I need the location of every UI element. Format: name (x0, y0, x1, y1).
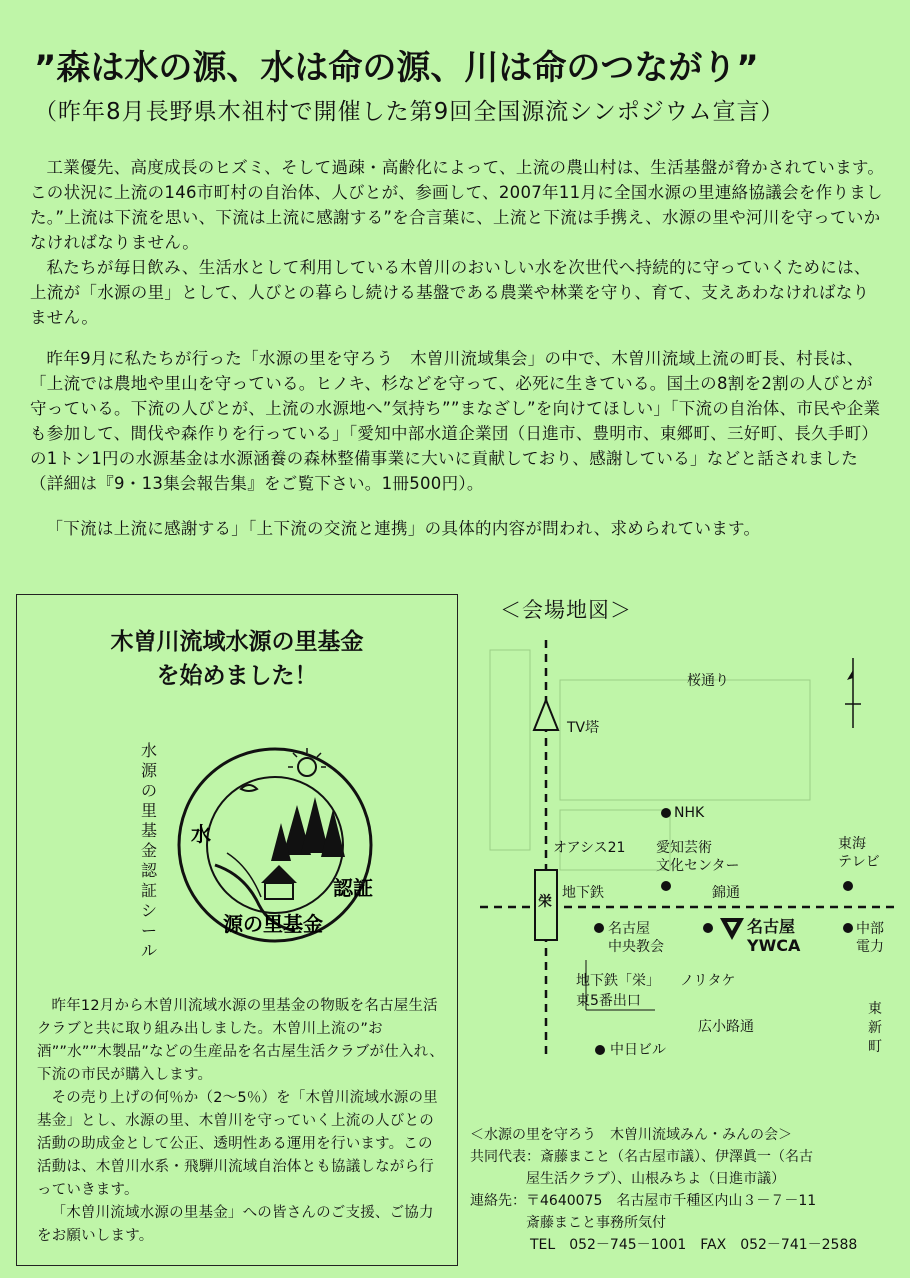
intro-paragraph-3: 昨年9月に私たちが行った「水源の里を守ろう 木曽川流域集会」の中で、木曽川流域上流の町長、村長は、「上流では農地や里山を守っている。ヒノキ、杉などを守って、必死に生きている。国土の8割を2割の人びとが守っている。下流の人びとが、上流の水源地へ”気持ち””まなざし”を向けてほしい」「下流の自治体、市民や企業も参加して、間伐や森作りを行っている」「愛知中部水道企業団（日進市、豊明市、東郷町、三好町、長久手町）の1トン1円の水源基金は水源涵養の森林整備事業に大いに貢献しており、感謝している」などと話されました（詳細は『9・13集会報告集』をご覧下さい。1冊500円）。 (30, 349, 881, 493)
intro-section (30, 155, 886, 330)
venue-map (480, 630, 910, 1070)
fund-text (37, 995, 447, 1248)
fund-paragraph-2: その売り上げの何％か（2～5％）を「木曽川流域水源の里基金」とし、水源の里、木曽川を守っていく上流の人びとの活動の助成金として公正、透明性ある運用を行います。この活動は、木曽川水系・飛騨川流域自治体とも協議しながら行っていきます。 (37, 1090, 438, 1198)
map-ywca-line-1: 名古屋 (747, 917, 796, 936)
map-tokai-tv-line-1: 東海 (838, 836, 866, 852)
map-tokai-tv-line-2: テレビ (838, 854, 880, 870)
seal-label: 水源の里基金認証シール (140, 741, 157, 960)
map-chubu-line-1: 中部 (856, 921, 884, 937)
map-aichi-arts-line-1: 愛知芸術 (656, 840, 712, 856)
org-representatives-line-2: 屋生活クラブ）、山根みちよ（日進市議） (526, 1171, 786, 1187)
map-sakae-station: 栄 (538, 894, 552, 910)
fund-title-line-2: を始めました！ (156, 663, 318, 689)
org-contact-line-1: 連絡先：〒4640075 名古屋市千種区内山３－７－11 (470, 1193, 817, 1209)
org-phone-fax: TEL 052－745－1001 FAX 052－741－2588 (530, 1237, 858, 1253)
map-exit-line-1: 地下鉄「栄」 (576, 973, 660, 989)
map-chubu-line-2: 電力 (856, 939, 884, 955)
map-oasis21: オアシス21 (553, 840, 626, 856)
map-sakura-dori: 桜通り (687, 673, 729, 689)
org-representatives-line-1: 共同代表：斎藤まこと（名古屋市議）、伊澤眞一（名古 (470, 1149, 813, 1165)
map-title: ＜会場地図＞ (500, 598, 632, 622)
map-ywca-line-2: YWCA (747, 936, 801, 955)
map-aichi-arts-line-2: 文化センター (656, 858, 740, 874)
map-nhk: NHK (674, 805, 705, 821)
organization-info (470, 1124, 910, 1256)
seal-text-bottom: 源の里基金 (223, 912, 323, 936)
page-subtitle: （昨年8月長野県木祖村で開催した第9回全国源流シンポジウム宣言） (34, 99, 785, 125)
fund-title-line-1: 木曽川流域水源の里基金 (110, 629, 364, 655)
map-tv-tower: TV塔 (567, 720, 600, 736)
map-subway: 地下鉄 (562, 885, 604, 901)
fund-paragraph-3: 「木曽川流域水源の里基金」への皆さんのご支援、ご協力をお願いします。 (37, 1205, 434, 1244)
intro-paragraph-4: 「下流は上流に感謝する」「上下流の交流と連携」の具体的内容が問われ、求められています。 (46, 519, 761, 538)
fund-title (17, 625, 457, 693)
intro-paragraph-4-block (30, 516, 886, 541)
fund-box (16, 594, 458, 1266)
map-hirokoji-dori: 広小路通 (698, 1019, 754, 1035)
org-name: ＜水源の里を守ろう 木曽川流域みん・みんの会＞ (470, 1127, 792, 1143)
seal-text-left: 水 (191, 822, 211, 846)
map-exit-line-2: 東5番出口 (576, 993, 641, 1009)
fund-paragraph-1: 昨年12月から木曽川流域水源の里基金の物販を名古屋生活クラブと共に取り組み出しました。木曽川上流の”お酒””水””木製品”などの生産品を名古屋生活クラブが仕入れ、下流の市民が購入します。 (37, 998, 444, 1083)
intro-paragraph-2: 私たちが毎日飲み、生活水として利用している木曽川のおいしい水を次世代へ持続的に守っていくためには、上流が「水源の里」として、人びとの暮らし続ける基盤である農業や林業を守り、育て、支えあわなければなりません。 (30, 258, 871, 327)
map-church-line-1: 名古屋 (608, 921, 650, 937)
seal-text-right: 認証 (333, 876, 373, 900)
page-title: ”森は水の源、水は命の源、川は命のつながり” (34, 48, 759, 88)
seal-illustration (175, 745, 375, 945)
org-contact-line-2: 斎藤まこと事務所気付 (526, 1215, 666, 1231)
map-chunichi-building: 中日ビル (610, 1042, 666, 1058)
map-higashi-shinmachi: 東新町 (868, 1001, 882, 1055)
map-noritake: ノリタケ (680, 973, 736, 989)
intro-paragraph-1: 工業優先、高度成長のヒズミ、そして過疎・高齢化によって、上流の農山村は、生活基盤が脅かされています。この状況に上流の146市町村の自治体、人びとが、参画して、2007年11月に全国水源の里連絡協議会を作りました。”上流は下流を思い、下流は上流に感謝する”を合言葉に、上流と下流は手携え、水源の里や河川を守っていかなければなりません。 (30, 158, 885, 252)
map-church-line-2: 中央教会 (608, 939, 664, 955)
intro-paragraph-3-block (30, 346, 886, 496)
map-nishiki-dori: 錦通 (712, 885, 740, 901)
